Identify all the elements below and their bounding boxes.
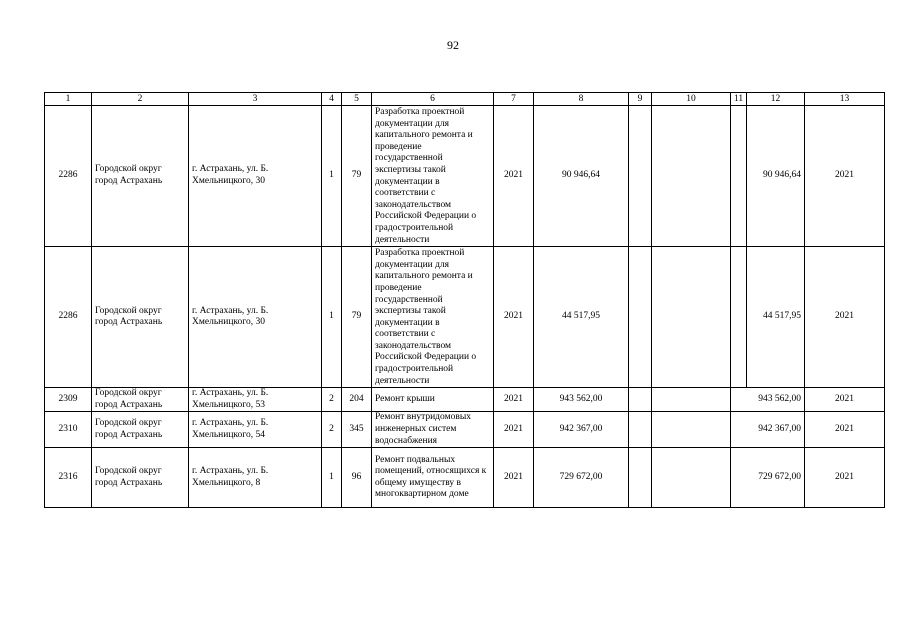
table-header bbox=[45, 93, 885, 106]
municipality-cell: Городской округ город Астрахань bbox=[92, 448, 189, 508]
col11-cell: 942 367,00 bbox=[731, 412, 805, 448]
col11-cell: 943 562,00 bbox=[731, 388, 805, 412]
work-type-cell: Разработка проектной документации для капитального ремонта и проведение государственной экспертизы такой документации в соответствии с законодательством Российской Федерации о градостроительной деятельности bbox=[372, 247, 494, 388]
work-type-cell: Ремонт крыши bbox=[372, 388, 494, 412]
col13-cell: 2021 bbox=[805, 247, 885, 388]
column-header-6: 6 bbox=[372, 93, 494, 106]
row-id: 2316 bbox=[45, 448, 92, 508]
year-cell: 2021 bbox=[494, 247, 534, 388]
col13-cell: 2021 bbox=[805, 412, 885, 448]
year-cell: 2021 bbox=[494, 412, 534, 448]
col4-cell: 1 bbox=[322, 247, 342, 388]
column-header-11: 11 bbox=[731, 93, 747, 106]
col5-cell: 79 bbox=[342, 106, 372, 247]
column-header-9: 9 bbox=[629, 93, 652, 106]
address-cell: г. Астрахань, ул. Б. Хмельницкого, 54 bbox=[189, 412, 322, 448]
data-table bbox=[44, 92, 885, 508]
col13-cell: 2021 bbox=[805, 388, 885, 412]
municipality-cell: Городской округ город Астрахань bbox=[92, 106, 189, 247]
row-id: 2309 bbox=[45, 388, 92, 412]
column-header-10: 10 bbox=[652, 93, 731, 106]
header-row bbox=[45, 93, 885, 106]
col5-cell: 96 bbox=[342, 448, 372, 508]
col4-cell: 2 bbox=[322, 412, 342, 448]
col5-cell: 345 bbox=[342, 412, 372, 448]
column-header-8: 8 bbox=[534, 93, 629, 106]
year-cell: 2021 bbox=[494, 388, 534, 412]
total-cost-cell: 90 946,64 bbox=[534, 106, 629, 247]
col11-cell: 729 672,00 bbox=[731, 448, 805, 508]
column-header-4: 4 bbox=[322, 93, 342, 106]
col10-cell bbox=[652, 388, 731, 412]
address-cell: г. Астрахань, ул. Б. Хмельницкого, 30 bbox=[189, 106, 322, 247]
table-row bbox=[45, 106, 885, 247]
year-cell: 2021 bbox=[494, 448, 534, 508]
year-cell: 2021 bbox=[494, 106, 534, 247]
total-cost-cell: 729 672,00 bbox=[534, 448, 629, 508]
address-cell: г. Астрахань, ул. Б. Хмельницкого, 30 bbox=[189, 247, 322, 388]
column-header-2: 2 bbox=[92, 93, 189, 106]
table-row bbox=[45, 388, 885, 412]
table-row bbox=[45, 247, 885, 388]
column-header-12: 12 bbox=[747, 93, 805, 106]
address-cell: г. Астрахань, ул. Б. Хмельницкого, 8 bbox=[189, 448, 322, 508]
row-id: 2286 bbox=[45, 247, 92, 388]
col10-cell bbox=[652, 412, 731, 448]
municipality-cell: Городской округ город Астрахань bbox=[92, 412, 189, 448]
page-number: 92 bbox=[447, 38, 459, 52]
total-cost-cell: 44 517,95 bbox=[534, 247, 629, 388]
col4-cell: 1 bbox=[322, 106, 342, 247]
col9-cell bbox=[629, 106, 652, 247]
address-cell: г. Астрахань, ул. Б. Хмельницкого, 53 bbox=[189, 388, 322, 412]
table-body bbox=[45, 106, 885, 508]
col10-cell bbox=[652, 448, 731, 508]
total-cost-cell: 943 562,00 bbox=[534, 388, 629, 412]
col10-cell bbox=[652, 247, 731, 388]
column-header-3: 3 bbox=[189, 93, 322, 106]
col10-cell bbox=[652, 106, 731, 247]
col12-cell: 44 517,95 bbox=[747, 247, 805, 388]
column-header-7: 7 bbox=[494, 93, 534, 106]
col11-cell bbox=[731, 106, 747, 247]
col12-cell: 90 946,64 bbox=[747, 106, 805, 247]
column-header-13: 13 bbox=[805, 93, 885, 106]
col13-cell: 2021 bbox=[805, 448, 885, 508]
table-row bbox=[45, 448, 885, 508]
col4-cell: 1 bbox=[322, 448, 342, 508]
col13-cell: 2021 bbox=[805, 106, 885, 247]
col9-cell bbox=[629, 388, 652, 412]
total-cost-cell: 942 367,00 bbox=[534, 412, 629, 448]
col9-cell bbox=[629, 412, 652, 448]
col11-cell bbox=[731, 247, 747, 388]
work-type-cell: Ремонт подвальных помещений, относящихся к общему имуществу в многоквартирном доме bbox=[372, 448, 494, 508]
work-type-cell: Разработка проектной документации для капитального ремонта и проведение государственной экспертизы такой документации в соответствии с законодательством Российской Федерации о градостроительной деятельности bbox=[372, 106, 494, 247]
column-header-1: 1 bbox=[45, 93, 92, 106]
col9-cell bbox=[629, 247, 652, 388]
work-type-cell: Ремонт внутридомовых инженерных систем водоснабжения bbox=[372, 412, 494, 448]
col4-cell: 2 bbox=[322, 388, 342, 412]
col9-cell bbox=[629, 448, 652, 508]
row-id: 2286 bbox=[45, 106, 92, 247]
municipality-cell: Городской округ город Астрахань bbox=[92, 247, 189, 388]
col5-cell: 204 bbox=[342, 388, 372, 412]
table-row bbox=[45, 412, 885, 448]
col5-cell: 79 bbox=[342, 247, 372, 388]
municipality-cell: Городской округ город Астрахань bbox=[92, 388, 189, 412]
row-id: 2310 bbox=[45, 412, 92, 448]
column-header-5: 5 bbox=[342, 93, 372, 106]
